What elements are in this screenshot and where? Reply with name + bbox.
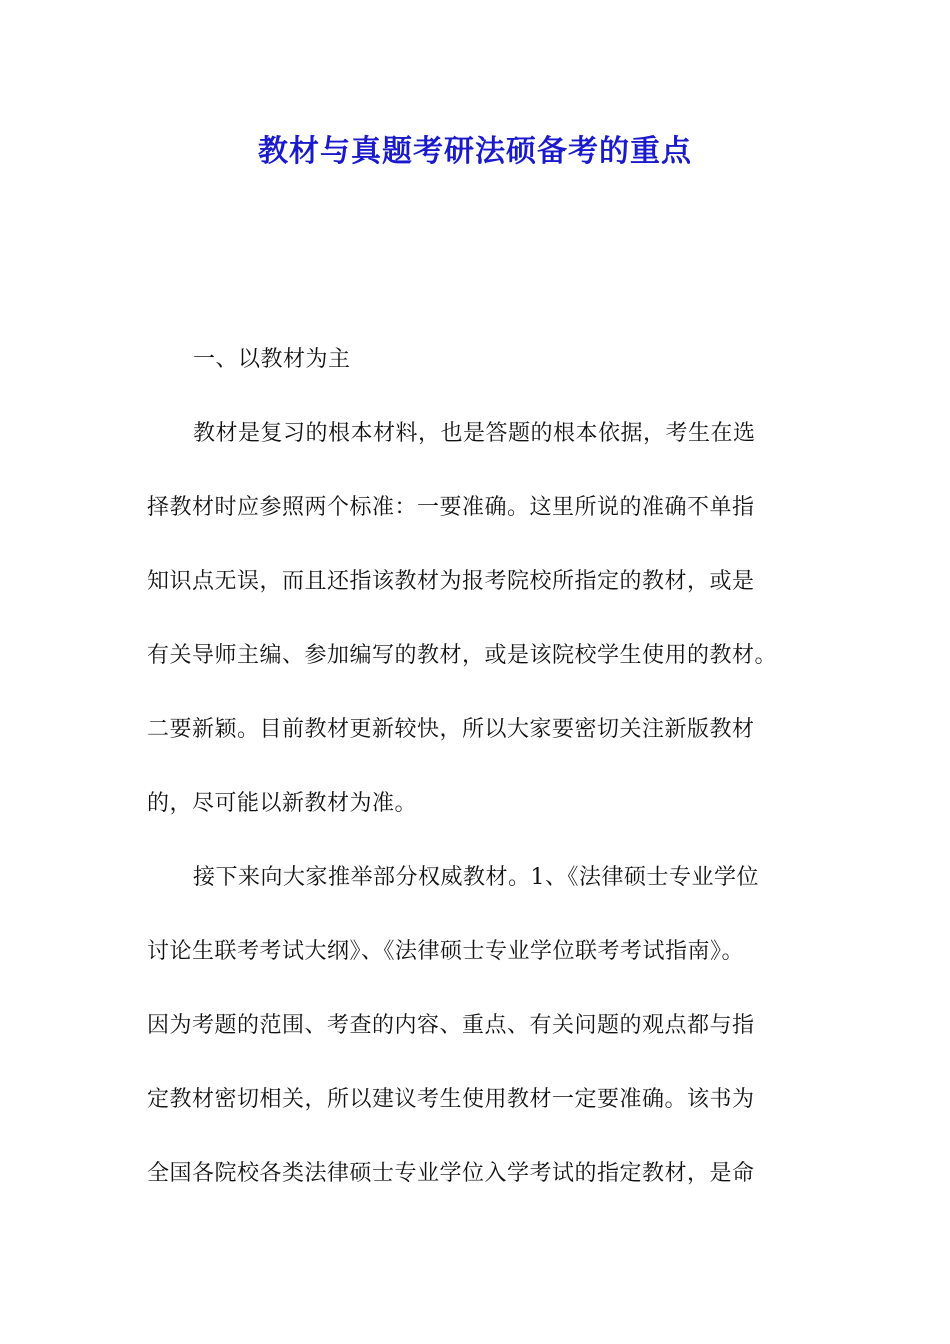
paragraph-1-line-5: 二要新颖。目前教材更新较快，所以大家要密切关注新版教材 (147, 717, 755, 742)
paragraph-1-line-4: 有关导师主编、参加编写的教材，或是该院校学生使用的教材。 (147, 643, 778, 668)
paragraph-1-line-6: 的，尽可能以新教材为准。 (147, 791, 418, 816)
paragraph-2-line-2: 讨论生联考考试大纲》、《法律硕士专业学位联考考试指南》。 (147, 939, 745, 964)
paragraph-1-line-3: 知识点无误，而且还指该教材为报考院校所指定的教材，或是 (147, 569, 755, 594)
paragraph-2-line-4: 定教材密切相关，所以建议考生使用教材一定要准确。该书为 (147, 1087, 755, 1112)
paragraph-2-line-1: 接下来向大家推举部分权威教材。1、《法律硕士专业学位 (193, 865, 759, 890)
paragraph-1-line-2: 择教材时应参照两个标准：一要准确。这里所说的准确不单指 (147, 495, 755, 520)
paragraph-2-line-3: 因为考题的范围、考查的内容、重点、有关问题的观点都与指 (147, 1013, 755, 1038)
section-heading: 一、以教材为主 (193, 347, 351, 372)
paragraph-1-line-1: 教材是复习的根本材料，也是答题的根本依据，考生在选 (193, 421, 756, 446)
document-title: 教材与真题考研法硕备考的重点 (258, 134, 692, 169)
paragraph-2-line-5: 全国各院校各类法律硕士专业学位入学考试的指定教材，是命 (147, 1161, 755, 1186)
